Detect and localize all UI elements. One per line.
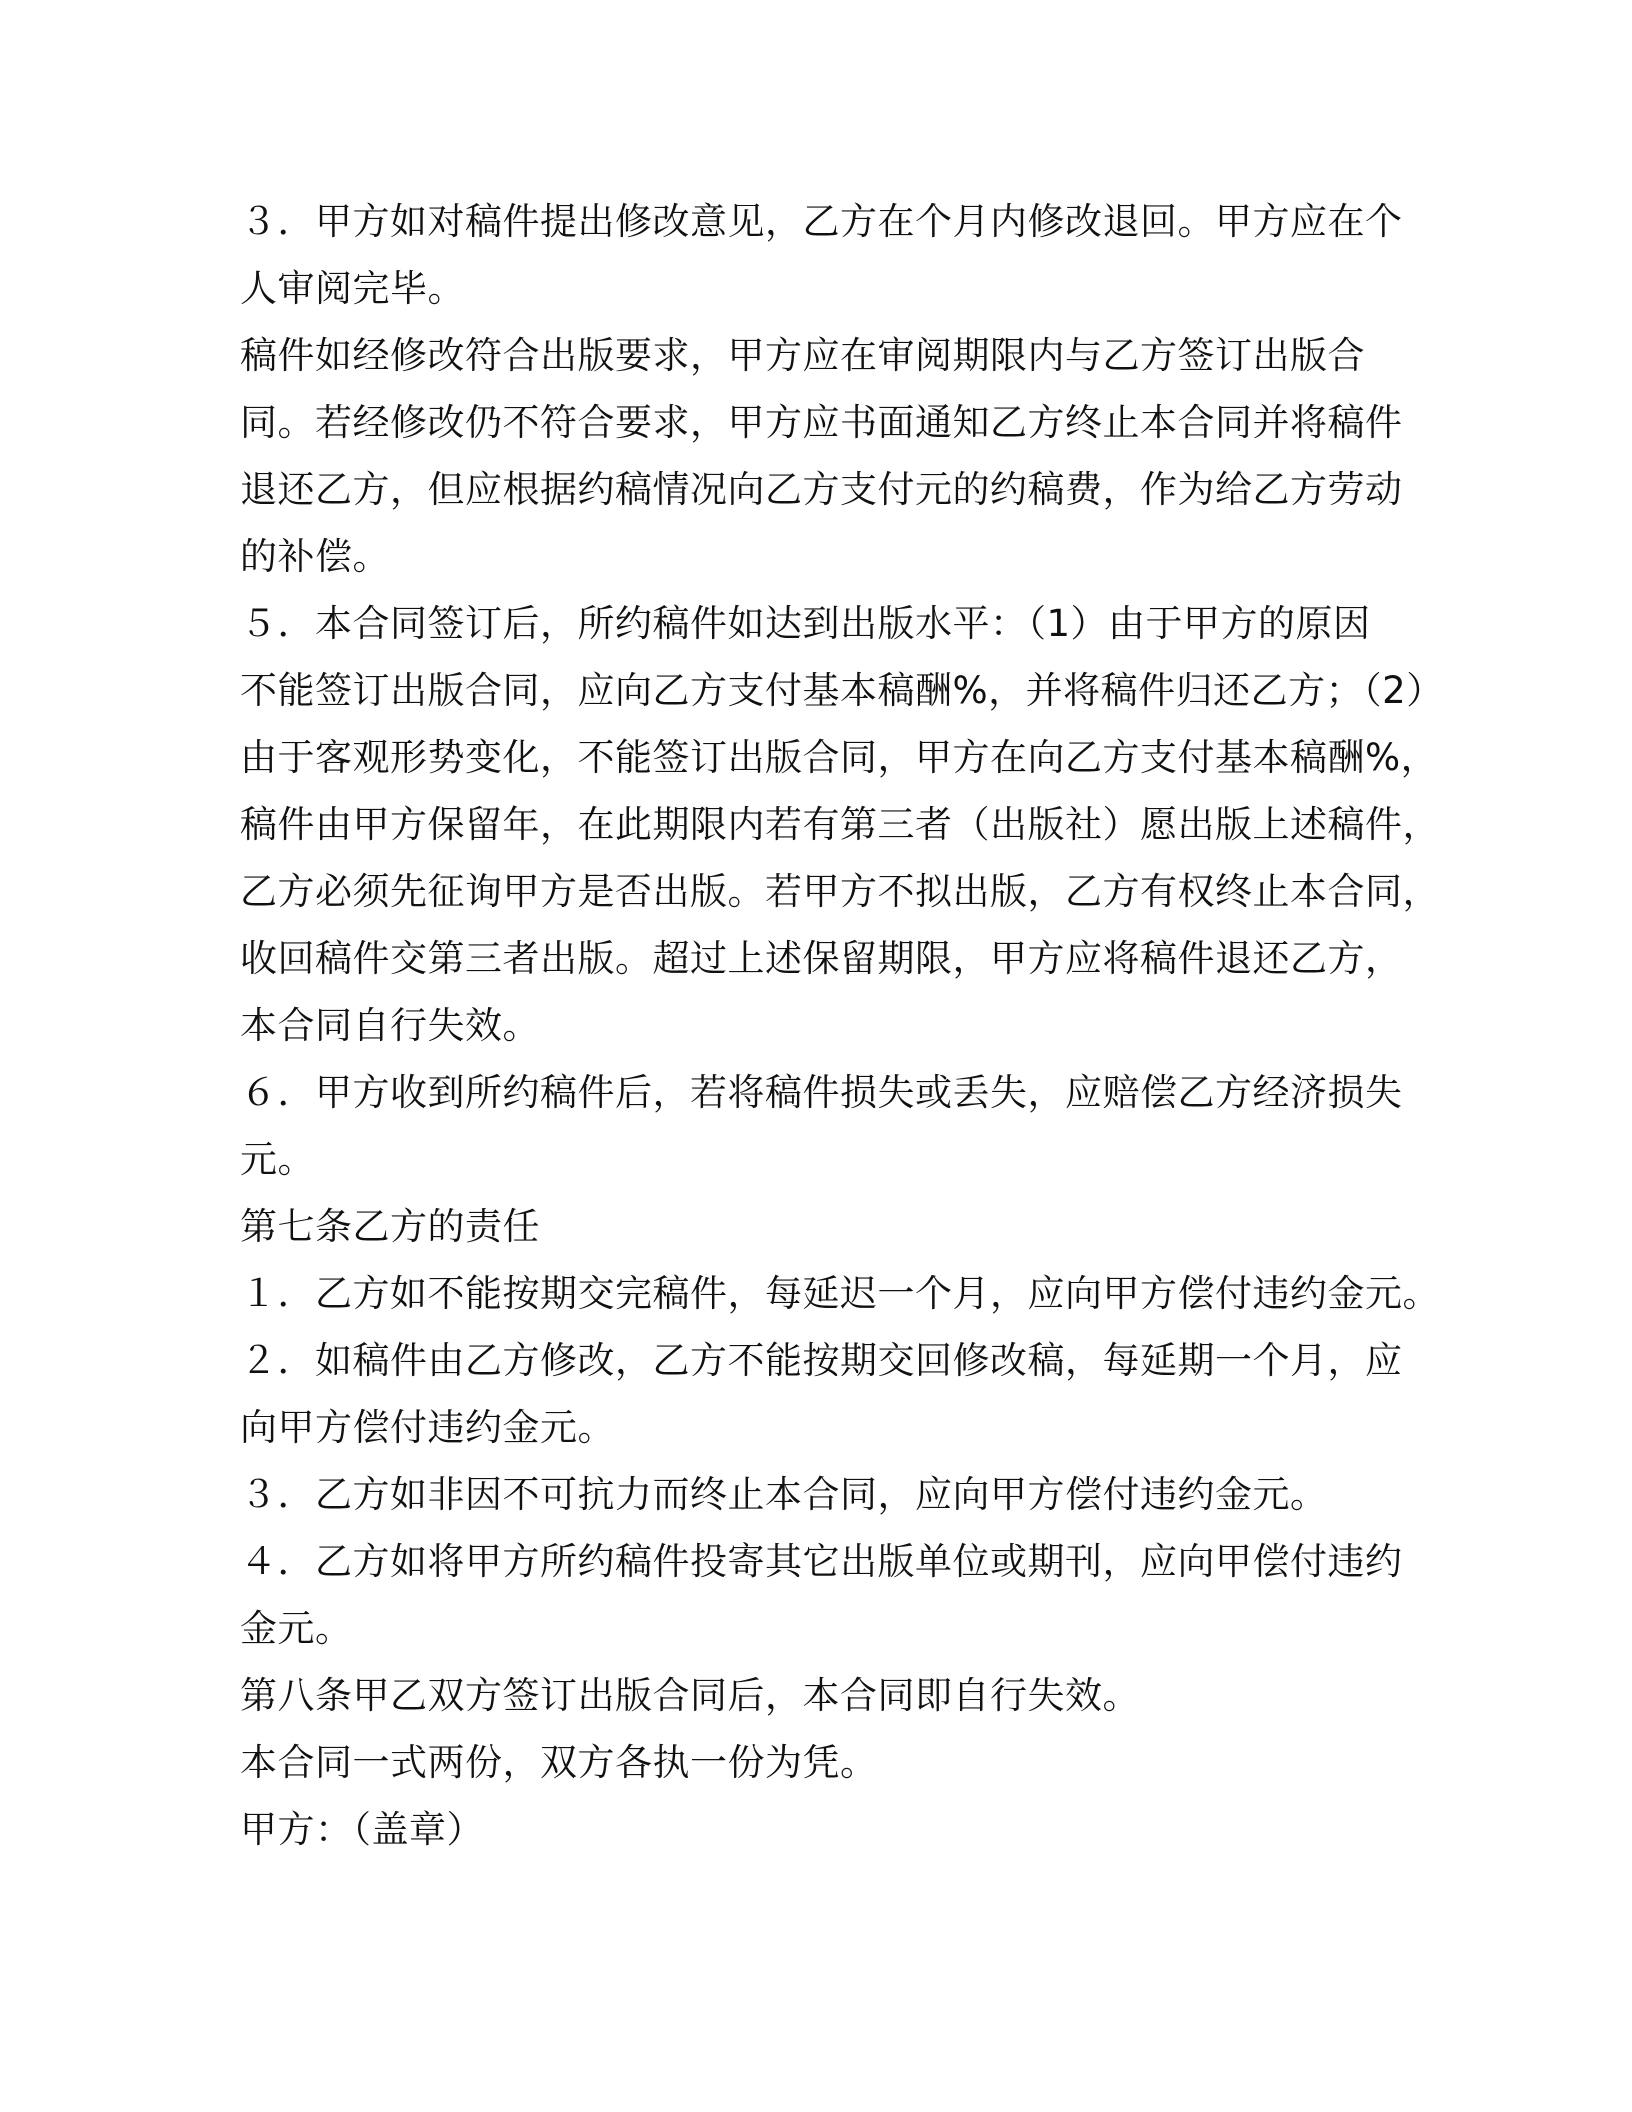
text-line: 退还乙方，但应根据约稿情况向乙方支付元的约稿费，作为给乙方劳动 — [240, 468, 1403, 511]
section-heading: 第七条乙方的责任 — [240, 1205, 540, 1248]
text-line: 金元。 — [240, 1607, 353, 1650]
text-line: 本合同自行失效。 — [240, 1004, 540, 1047]
text-line: 稿件如经修改符合出版要求，甲方应在审阅期限内与乙方签订出版合 — [240, 334, 1365, 377]
signature-label: 甲方：（盖章） — [240, 1808, 484, 1851]
text-line: 不能签订出版合同，应向乙方支付基本稿酬%，并将稿件归还乙方；（2） — [240, 669, 1444, 712]
text-line: ２．如稿件由乙方修改，乙方不能按期交回修改稿，每延期一个月，应 — [240, 1339, 1403, 1382]
text-line: １．乙方如不能按期交完稿件，每延迟一个月，应向甲方偿付违约金元。 — [240, 1272, 1440, 1315]
text-line: ５．本合同签订后，所约稿件如达到出版水平：（1）由于甲方的原因 — [240, 602, 1371, 645]
text-line: 本合同一式两份，双方各执一份为凭。 — [240, 1741, 878, 1784]
document-body — [240, 188, 1444, 1863]
text-line: 的补偿。 — [240, 535, 390, 578]
text-line: ３．乙方如非因不可抗力而终止本合同，应向甲方偿付违约金元。 — [240, 1473, 1328, 1516]
text-line: ３．甲方如对稿件提出修改意见，乙方在个月内修改退回。甲方应在个 — [240, 200, 1403, 243]
text-line: 由于客观形势变化，不能签订出版合同，甲方在向乙方支付基本稿酬%， — [240, 736, 1439, 779]
section-heading: 第八条甲乙双方签订出版合同后，本合同即自行失效。 — [240, 1674, 1140, 1717]
text-line: ４．乙方如将甲方所约稿件投寄其它出版单位或期刊，应向甲偿付违约 — [240, 1540, 1403, 1583]
text-line: 乙方必须先征询甲方是否出版。若甲方不拟出版，乙方有权终止本合同， — [240, 870, 1440, 913]
text-line: 人审阅完毕。 — [240, 267, 465, 310]
text-line: 元。 — [240, 1138, 315, 1181]
text-line: 同。若经修改仍不符合要求，甲方应书面通知乙方终止本合同并将稿件 — [240, 401, 1403, 444]
text-line: ６．甲方收到所约稿件后，若将稿件损失或丢失，应赔偿乙方经济损失 — [240, 1071, 1403, 1114]
text-line: 稿件由甲方保留年，在此期限内若有第三者（出版社）愿出版上述稿件， — [240, 803, 1440, 846]
text-line: 向甲方偿付违约金元。 — [240, 1406, 615, 1449]
text-line: 收回稿件交第三者出版。超过上述保留期限，甲方应将稿件退还乙方， — [240, 937, 1403, 980]
